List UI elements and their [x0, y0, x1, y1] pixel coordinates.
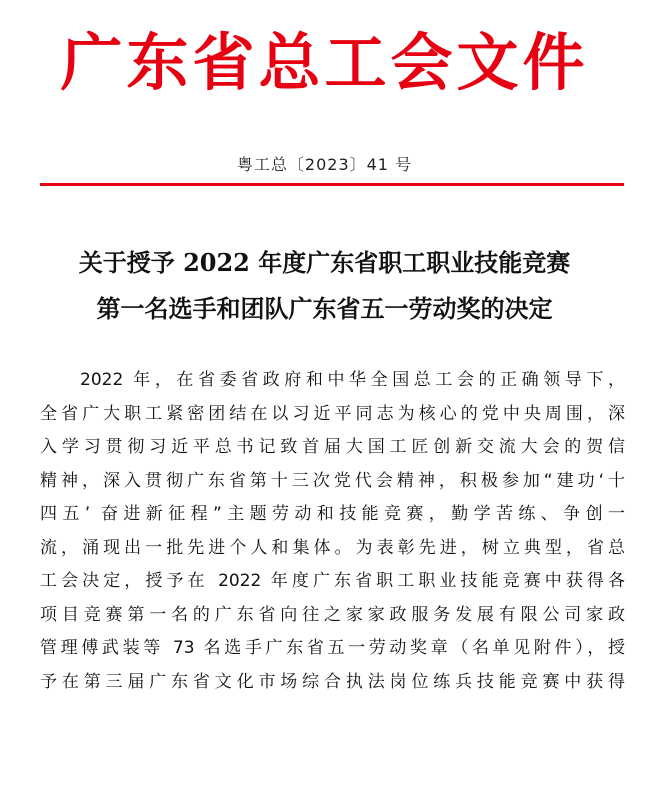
body-line: 精神，深入贯彻广东省第十三次党代会精神，积极参加“建功‘十	[40, 470, 625, 491]
document-body	[40, 364, 625, 699]
body-line: 入学习贯彻习近平总书记致首届大国工匠创新交流大会的贺信	[40, 437, 625, 457]
body-line: 全省广大职工紧密团结在以习近平同志为核心的党中央周围，深	[40, 403, 625, 424]
document-title-line-2: 第一名选手和团队广东省五一劳动奖的决定	[96, 294, 553, 323]
document-number: 粤工总〔2023〕41 号	[236, 155, 413, 174]
document-header-title: 广东省总工会文件	[60, 26, 589, 99]
body-line: 四五’ 奋进新征程”主题劳动和技能竞赛，勤学苦练、争创一	[40, 504, 625, 524]
body-line: 工会决定，授予在 2022 年度广东省职工职业技能竞赛中获得各	[40, 571, 625, 591]
body-line: 流，涌现出一批先进个人和集体。为表彰先进，树立典型，省总	[40, 537, 625, 558]
header-red-divider	[40, 183, 624, 186]
document-title	[20, 240, 629, 332]
body-line: 2022 年，在省委省政府和中华全国总工会的正确领导下，	[80, 370, 625, 390]
body-line: 项目竞赛第一名的广东省向往之家家政服务发展有限公司家政	[40, 604, 625, 625]
document-title-line-1: 关于授予 2022 年度广东省职工职业技能竞赛	[78, 248, 571, 277]
body-line: 予在第三届广东省文化市场综合执法岗位练兵技能竞赛中获得	[40, 671, 625, 692]
body-line: 管理傅武装等 73 名选手广东省五一劳动奖章（名单见附件），授	[40, 638, 625, 658]
